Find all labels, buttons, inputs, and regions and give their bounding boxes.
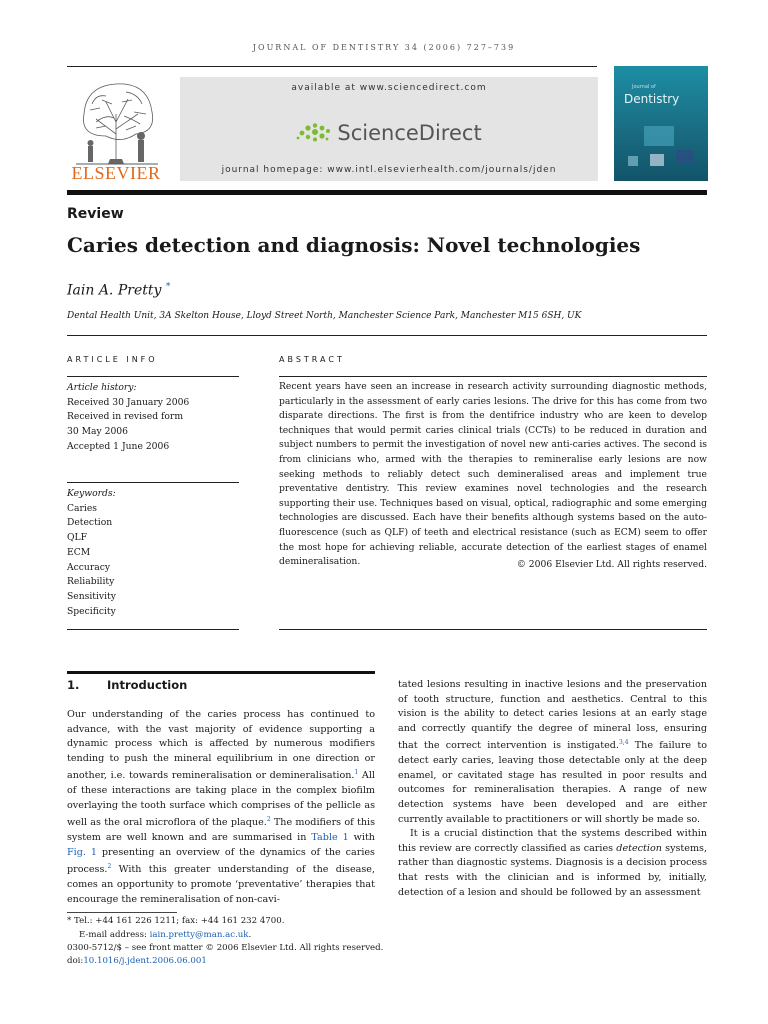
keyword: QLF <box>67 532 88 544</box>
history-item: 30 May 2006 <box>67 426 128 438</box>
body-text: systems, rather than diagnostic systems. Diagnosis is a decision process that rests with the clinician and is informed by, initially, detection of a lesion and should be followed by an assessment <box>398 842 708 898</box>
intro-right-column <box>398 678 707 900</box>
email-label: E-mail address: <box>79 930 150 940</box>
body-text: Our understanding of the caries process has continued to advance, with the vast majority of evidence supporting a dynamic process which is affected by numerous modifiers tending to push the mineral equilibrium in one direction or another, i.e. towards remineralisation or demineralisation. <box>67 709 375 782</box>
header-bottom-rule <box>67 190 707 195</box>
author-affiliation: Dental Health Unit, 3A Skelton House, Lloyd Street North, Manchester Science Park, Manchester M15 6SH, UK <box>67 311 582 321</box>
keyword: Reliability <box>67 576 115 588</box>
footnote-issn: 0300-5712/$ – see front matter © 2006 Elsevier Ltd. All rights reserved. <box>67 943 384 953</box>
history-label: Article history: <box>67 382 137 393</box>
sciencedirect-banner <box>180 77 598 181</box>
intro-heading <box>67 678 187 692</box>
keywords-list <box>67 487 239 619</box>
author-name-text: Iain A. Pretty <box>67 282 162 299</box>
intro-rule <box>67 671 375 674</box>
abstract-text: Recent years have seen an increase in research activity surrounding diagnostic methods, particularly in the assessment of early caries lesions. The drive for this has come from two disparate directions. The first is from the dentifrice industry who are keen to develop techniques that would permit caries clinical trials (CCTs) to be reduced in duration and subject numbers to permit the investigation of novel new anti-caries actives. The second is from clinicians who, armed with the therapies to remineralise early lesions are now seeking methods to reliably detect such demineralised areas and implement true preventative dentistry. This review examines novel technologies and the research supporting their use. Techniques based on visual, optical, radiographic and some emerging technologies are discussed. Each have their benefits although systems based on the auto-fluorescence (such as QLF) of teeth and electrical resistance (such as ECM) seem to offer the most hope for achieving reliable, accurate detection of the earliest stages of enamel demineralisation. <box>279 381 707 568</box>
affiliation-rule <box>67 335 707 336</box>
sciencedirect-leaf-logo-icon <box>296 122 332 144</box>
keyword: Accuracy <box>67 561 111 573</box>
footnote-rule <box>67 912 177 913</box>
cover-art <box>614 116 708 181</box>
author-name <box>67 282 170 299</box>
abstract-top-rule <box>279 376 707 377</box>
journal-cover-image-icon <box>614 66 708 181</box>
section-title: Introduction <box>107 678 188 692</box>
keyword: Sensitivity <box>67 590 116 602</box>
keyword: ECM <box>67 546 91 558</box>
body-text: tated lesions resulting in inactive lesions and the preservation of tooth structure, function and aesthetics. Central to this vision is the ability to detect caries lesions at an early stage and correctly quantify the degree of mineral loss, ensuring that the correct intervention is instigated. <box>398 679 707 752</box>
abstract-copyright: © 2006 Elsevier Ltd. All rights reserved. <box>516 559 707 570</box>
emphasis-text: detection <box>616 842 662 854</box>
body-text: The modifiers of this system are well known and are summarised in <box>67 817 375 844</box>
table-1-link[interactable]: Table 1 <box>311 832 349 844</box>
article-type: Review <box>67 206 124 222</box>
article-history <box>67 381 239 455</box>
body-text: presenting an overview of the dynamics of the caries process. <box>67 846 375 876</box>
elsevier-wordmark: ELSEVIER <box>71 163 161 183</box>
body-text: All of these interactions are taking place in the complex biofilm overlaying the tooth surface which comprises of the pellicle as well as the oral microflora of the plaque. <box>67 770 375 829</box>
sciencedirect-wordmark: ScienceDirect <box>337 121 482 145</box>
history-item: Accepted 1 June 2006 <box>67 440 170 452</box>
citation-link[interactable]: 2 <box>107 863 112 871</box>
running-header: JOURNAL OF DENTISTRY 34 (2006) 727–739 <box>252 43 516 52</box>
available-at-text: available at www.sciencedirect.com <box>291 83 487 93</box>
citation-link[interactable]: 2 <box>266 816 271 824</box>
sciencedirect-brand <box>180 121 598 145</box>
body-text: It is a crucial distinction that the systems described within this review are correctly classified as caries <box>398 828 707 854</box>
history-item: Received 30 January 2006 <box>67 396 190 408</box>
author-footnote-mark[interactable]: * <box>165 282 171 292</box>
keyword: Caries <box>67 502 97 514</box>
footnote-tel: * Tel.: +44 161 226 1211; fax: +44 161 232 4700. <box>67 916 285 926</box>
keyword: Detection <box>67 517 113 529</box>
cover-title: Dentistry <box>624 92 680 106</box>
header-top-rule <box>67 66 597 67</box>
fig-1-link[interactable]: Fig. 1 <box>67 846 97 858</box>
doi-label: doi: <box>67 956 84 966</box>
keywords-label: Keywords: <box>67 488 116 499</box>
email-period: . <box>248 930 252 940</box>
journal-homepage-link[interactable]: journal homepage: www.intl.elsevierhealth.com/journals/jden <box>221 165 557 175</box>
email-link[interactable]: iain.pretty@man.ac.uk <box>149 930 249 940</box>
history-item: Received in revised form <box>67 411 184 423</box>
keyword: Specificity <box>67 605 116 617</box>
cover-small-text: Journal of <box>632 84 656 90</box>
body-text: with <box>348 832 375 844</box>
body-text: With this greater understanding of the disease, comes an opportunity to promote ‘preventative’ therapies that encourage the remineralisation of non-cavi- <box>67 864 375 905</box>
footnote-doi <box>67 956 207 966</box>
citation-link[interactable]: 1 <box>354 769 359 777</box>
article-title: Caries detection and diagnosis: Novel technologies <box>67 233 641 257</box>
citation-link[interactable]: 3,4 <box>618 739 629 747</box>
section-number: 1. <box>67 678 80 692</box>
article-info-heading: ARTICLE INFO <box>67 355 158 364</box>
doi-link[interactable]: 10.1016/j.jdent.2006.06.001 <box>83 956 207 966</box>
abstract-heading: ABSTRACT <box>279 355 345 364</box>
keywords-rule <box>67 629 239 630</box>
article-info-rule <box>67 376 239 377</box>
history-rule <box>67 482 239 483</box>
abstract-bottom-rule <box>279 629 707 630</box>
body-text: The failure to detect early caries, leaving those detectable only at the deep enamel, or cavitated stage has resulted in poor results and outcomes for remineralisation therapies. A range of new detection systems have been developed and are either currently available to practitioners or will shortly be made so. <box>398 740 707 825</box>
intro-left-column <box>67 708 375 907</box>
footnote-email <box>79 930 251 940</box>
